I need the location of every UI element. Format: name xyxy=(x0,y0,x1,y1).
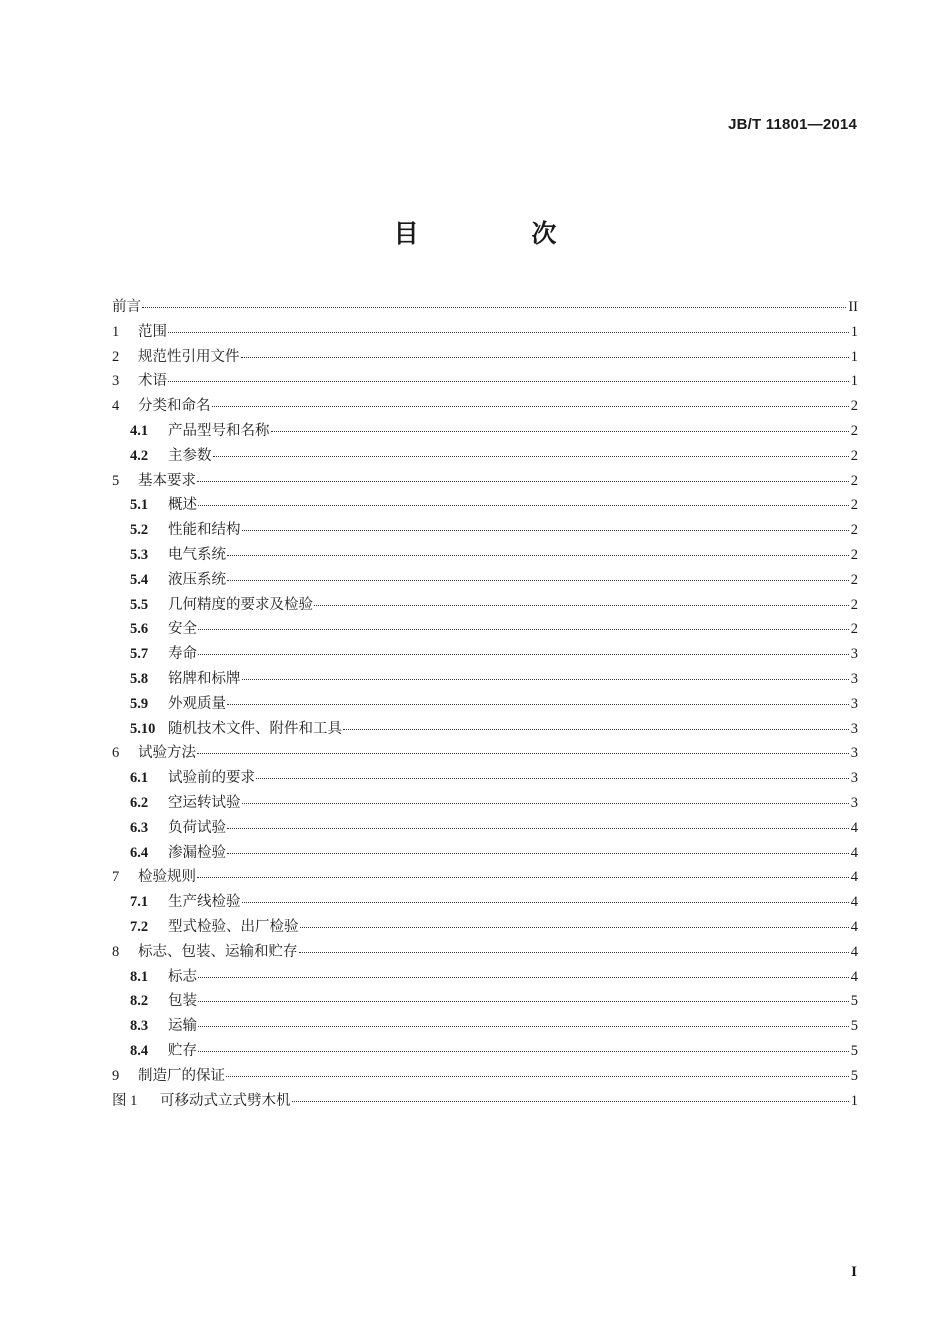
standard-code: JB/T 11801—2014 xyxy=(728,116,857,133)
toc-dot-leader xyxy=(242,902,849,903)
toc-entry[interactable] xyxy=(112,617,858,642)
toc-dot-leader xyxy=(242,530,849,531)
toc-entry[interactable] xyxy=(112,989,858,1014)
toc-entry-label: 前言 xyxy=(112,299,141,315)
toc-entry-number: 3 xyxy=(112,373,120,390)
page-title: 目 次 xyxy=(393,219,609,248)
toc-entry-page: 2 xyxy=(850,497,858,514)
toc-dot-leader xyxy=(198,505,849,506)
toc-dot-leader xyxy=(242,679,849,680)
toc-entry-number: 5.10 xyxy=(130,720,156,737)
toc-dot-leader xyxy=(227,580,849,581)
toc-entry-label: 液压系统 xyxy=(168,571,226,588)
toc-entry-label: 概述 xyxy=(168,497,197,514)
toc-dot-leader xyxy=(198,1051,849,1052)
toc-dot-leader xyxy=(197,481,849,482)
toc-dot-leader xyxy=(198,977,849,978)
toc-entry-number: 6.4 xyxy=(130,844,149,861)
toc-entry-number: 5 xyxy=(112,472,120,489)
toc-dot-leader xyxy=(227,828,849,829)
toc-entry-page: 2 xyxy=(850,571,858,588)
toc-entry-number: 9 xyxy=(112,1067,120,1084)
toc-entry-page: 4 xyxy=(850,918,858,935)
toc-dot-leader xyxy=(227,555,849,556)
toc-entry[interactable] xyxy=(112,642,858,667)
toc-entry-label: 包装 xyxy=(168,993,197,1010)
toc-entry[interactable] xyxy=(112,493,858,518)
toc-entry-label: 外观质量 xyxy=(168,695,226,712)
toc-entry-number: 5.9 xyxy=(130,695,149,712)
toc-entry-page: 1 xyxy=(850,348,858,365)
toc-entry-number: 2 xyxy=(112,348,120,365)
toc-entry[interactable] xyxy=(112,394,858,419)
toc-entry-label: 贮存 xyxy=(168,1042,197,1059)
toc-entry-page: 2 xyxy=(850,398,858,415)
toc-entry[interactable] xyxy=(112,320,858,345)
toc-entry-label: 寿命 xyxy=(168,646,197,663)
toc-entry-label: 规范性引用文件 xyxy=(138,348,240,365)
toc-entry-page: 4 xyxy=(850,869,858,886)
toc-entry-page: 4 xyxy=(850,894,858,911)
toc-dot-leader xyxy=(226,1076,849,1077)
toc-entry-number: 8.2 xyxy=(130,993,149,1010)
toc-entry-page: 3 xyxy=(850,695,858,712)
toc-entry-number: 5.2 xyxy=(130,522,149,539)
toc-dot-leader xyxy=(299,952,849,953)
toc-entry-number: 5.4 xyxy=(130,571,149,588)
toc-dot-leader xyxy=(227,853,849,854)
toc-dot-leader xyxy=(198,1001,849,1002)
toc-entry-page: 1 xyxy=(850,1092,858,1109)
toc-entry-label: 型式检验、出厂检验 xyxy=(168,918,299,935)
toc-entry-number: 8.4 xyxy=(130,1042,149,1059)
toc-entry-page: 5 xyxy=(850,1067,858,1084)
toc-entry-page: 2 xyxy=(850,522,858,539)
toc-entry-label: 试验前的要求 xyxy=(168,770,255,787)
toc-entry[interactable] xyxy=(112,1039,858,1064)
toc-dot-leader xyxy=(198,629,849,630)
toc-entry-page: 4 xyxy=(850,844,858,861)
toc-entry-number: 6.3 xyxy=(130,819,149,836)
toc-entry-page: 4 xyxy=(850,819,858,836)
toc-entry-number: 6.2 xyxy=(130,794,149,811)
toc-entry-label: 随机技术文件、附件和工具 xyxy=(168,720,342,737)
toc-entry[interactable] xyxy=(112,940,858,965)
toc-entry-number: 8.3 xyxy=(130,1018,149,1035)
toc-entry[interactable] xyxy=(112,841,858,866)
toc-entry-page: 2 xyxy=(850,546,858,563)
toc-entry-label: 几何精度的要求及检验 xyxy=(168,596,313,613)
toc-entry-number: 图 1 xyxy=(112,1092,138,1109)
toc-entry-label: 范围 xyxy=(138,323,167,340)
toc-entry-label: 负荷试验 xyxy=(168,819,226,836)
toc-entry-number: 6.1 xyxy=(130,770,149,787)
toc-entry-label: 标志、包装、运输和贮存 xyxy=(138,943,298,960)
toc-entry-page: 3 xyxy=(850,794,858,811)
toc-entry-label: 检验规则 xyxy=(138,869,196,886)
toc-dot-leader xyxy=(212,406,849,407)
toc-entry-label: 性能和结构 xyxy=(168,522,241,539)
toc-entry-number: 5.1 xyxy=(130,497,149,514)
toc-entry-label: 标志 xyxy=(168,968,197,985)
toc-entry-label: 电气系统 xyxy=(168,546,226,563)
toc-entry[interactable] xyxy=(112,890,858,915)
toc-dot-leader xyxy=(227,704,849,705)
toc-entry-page: 2 xyxy=(850,472,858,489)
toc-dot-leader xyxy=(213,456,849,457)
toc-entry-label: 制造厂的保证 xyxy=(138,1067,225,1084)
toc-entry-number: 5.6 xyxy=(130,621,149,638)
toc-entry[interactable] xyxy=(112,915,858,940)
toc-entry-page: 3 xyxy=(850,646,858,663)
toc-entry-label: 基本要求 xyxy=(138,472,196,489)
toc-entry-number: 4.1 xyxy=(130,422,149,439)
toc-entry-page: 5 xyxy=(850,1018,858,1035)
toc-entry[interactable] xyxy=(112,692,858,717)
toc-entry-label: 安全 xyxy=(168,621,197,638)
toc-entry-page: 3 xyxy=(850,670,858,687)
toc-entry-number: 6 xyxy=(112,745,120,762)
toc-dot-leader xyxy=(198,1026,849,1027)
toc-entry-number: 4 xyxy=(112,398,120,415)
toc-dot-leader xyxy=(241,357,849,358)
toc-dot-leader xyxy=(343,729,849,730)
toc-entry[interactable] xyxy=(112,741,858,766)
toc-dot-leader xyxy=(197,753,849,754)
toc-dot-leader xyxy=(314,605,849,606)
toc-entry-label: 术语 xyxy=(138,373,167,390)
toc-entry[interactable] xyxy=(112,469,858,494)
toc-entry[interactable] xyxy=(112,1064,858,1089)
toc-entry-number: 8.1 xyxy=(130,968,149,985)
toc-entry-page: II xyxy=(848,299,858,315)
toc-entry-number: 5.3 xyxy=(130,546,149,563)
toc-dot-leader xyxy=(142,307,846,308)
toc-entry[interactable] xyxy=(112,865,858,890)
toc-entry-number: 7 xyxy=(112,869,120,886)
toc-entry-label: 可移动式立式劈木机 xyxy=(160,1092,291,1109)
toc-entry-label: 试验方法 xyxy=(138,745,196,762)
toc-entry-label: 分类和命名 xyxy=(138,398,211,415)
toc-dot-leader xyxy=(256,778,849,779)
toc-entry-page: 2 xyxy=(850,422,858,439)
toc-entry[interactable] xyxy=(112,543,858,568)
toc-dot-leader xyxy=(197,877,849,878)
toc-entry[interactable] xyxy=(112,444,858,469)
toc-entry-page: 3 xyxy=(850,720,858,737)
toc-entry-number: 5.8 xyxy=(130,670,149,687)
toc-entry[interactable] xyxy=(112,369,858,394)
toc-entry-page: 5 xyxy=(850,993,858,1010)
toc-entry-number: 4.2 xyxy=(130,447,149,464)
toc-entry-label: 产品型号和名称 xyxy=(168,422,270,439)
toc-entry-page: 3 xyxy=(850,745,858,762)
toc-entry[interactable] xyxy=(112,816,858,841)
toc-entry-label: 主参数 xyxy=(168,447,212,464)
toc-entry-page: 3 xyxy=(850,770,858,787)
toc-dot-leader xyxy=(292,1101,849,1102)
toc-entry[interactable] xyxy=(112,1014,858,1039)
toc-entry[interactable] xyxy=(112,766,858,791)
toc-dot-leader xyxy=(168,332,849,333)
toc-entry[interactable] xyxy=(112,419,858,444)
toc-entry-number: 8 xyxy=(112,943,120,960)
toc-entry-label: 生产线检验 xyxy=(168,894,241,911)
toc-entry-page: 4 xyxy=(850,943,858,960)
page-number: I xyxy=(851,1264,857,1280)
toc-dot-leader xyxy=(242,803,849,804)
toc-entry[interactable] xyxy=(112,593,858,618)
toc-dot-leader xyxy=(271,431,849,432)
toc-entry-page: 2 xyxy=(850,621,858,638)
toc-entry-number: 5.7 xyxy=(130,646,149,663)
toc-entry-number: 7.1 xyxy=(130,894,149,911)
table-of-contents xyxy=(112,295,858,1113)
toc-entry[interactable] xyxy=(112,568,858,593)
toc-entry[interactable] xyxy=(112,965,858,990)
toc-entry-page: 1 xyxy=(850,323,858,340)
toc-entry-page: 2 xyxy=(850,596,858,613)
toc-entry[interactable] xyxy=(112,717,858,742)
toc-entry-label: 空运转试验 xyxy=(168,794,241,811)
toc-entry-label: 铭牌和标牌 xyxy=(168,670,241,687)
toc-entry-number: 1 xyxy=(112,323,120,340)
toc-entry[interactable] xyxy=(112,345,858,370)
toc-entry-page: 2 xyxy=(850,447,858,464)
toc-entry-page: 1 xyxy=(850,373,858,390)
toc-entry-page: 5 xyxy=(850,1042,858,1059)
toc-entry-number: 5.5 xyxy=(130,596,149,613)
toc-entry-number: 7.2 xyxy=(130,918,149,935)
toc-entry[interactable] xyxy=(112,518,858,543)
toc-dot-leader xyxy=(198,654,849,655)
toc-entry-label: 渗漏检验 xyxy=(168,844,226,861)
toc-entry-page: 4 xyxy=(850,968,858,985)
toc-dot-leader xyxy=(168,381,849,382)
toc-entry[interactable] xyxy=(112,1089,858,1114)
toc-dot-leader xyxy=(300,927,849,928)
toc-entry[interactable] xyxy=(112,791,858,816)
toc-entry-label: 运输 xyxy=(168,1018,197,1035)
toc-entry[interactable] xyxy=(112,667,858,692)
toc-entry[interactable] xyxy=(112,295,858,320)
